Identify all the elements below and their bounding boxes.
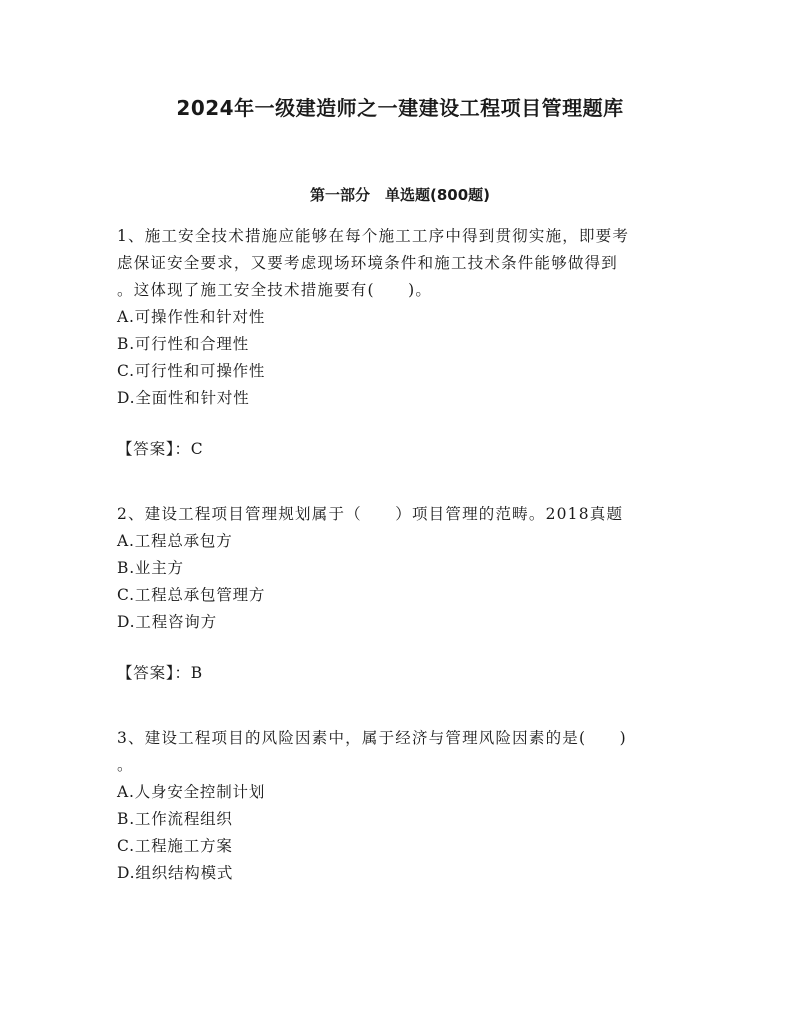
question-stem-line: 2、建设工程项目管理规划属于（ ）项目管理的范畴。2018真题	[117, 505, 624, 523]
question-list	[117, 223, 687, 887]
question-stem-line: 1、施工安全技术措施应能够在每个施工工序中得到贯彻实施，即要考	[117, 227, 630, 245]
option-d: D.工程咨询方	[117, 613, 217, 631]
question-stem-line: 。	[117, 756, 134, 774]
question-1	[117, 223, 687, 501]
section-heading: 第一部分 单选题(800题)	[309, 186, 491, 204]
question-2	[117, 501, 687, 725]
question-stem-line: 。这体现了施工安全技术措施要有( )。	[117, 281, 433, 299]
answer-line: 【答案】：C	[117, 440, 204, 458]
option-b: B.可行性和合理性	[117, 335, 250, 353]
option-c: C.工程施工方案	[117, 837, 233, 855]
question-stem-line: 虑保证安全要求，又要考虑现场环境条件和施工技术条件能够做得到	[117, 254, 619, 272]
option-c: C.可行性和可操作性	[117, 362, 266, 380]
option-a: A.人身安全控制计划	[117, 783, 266, 801]
option-c: C.工程总承包管理方	[117, 586, 266, 604]
option-a: A.可操作性和针对性	[117, 308, 266, 326]
document-title: 2024年一级建造师之一建建设工程项目管理题库	[176, 96, 624, 120]
answer-line: 【答案】：B	[117, 664, 203, 682]
option-d: D.组织结构模式	[117, 864, 234, 882]
option-d: D.全面性和针对性	[117, 389, 250, 407]
option-b: B.工作流程组织	[117, 810, 233, 828]
option-a: A.工程总承包方	[117, 532, 233, 550]
question-stem-line: 3、建设工程项目的风险因素中，属于经济与管理风险因素的是( )	[117, 729, 627, 747]
option-b: B.业主方	[117, 559, 184, 577]
question-3	[117, 725, 687, 887]
